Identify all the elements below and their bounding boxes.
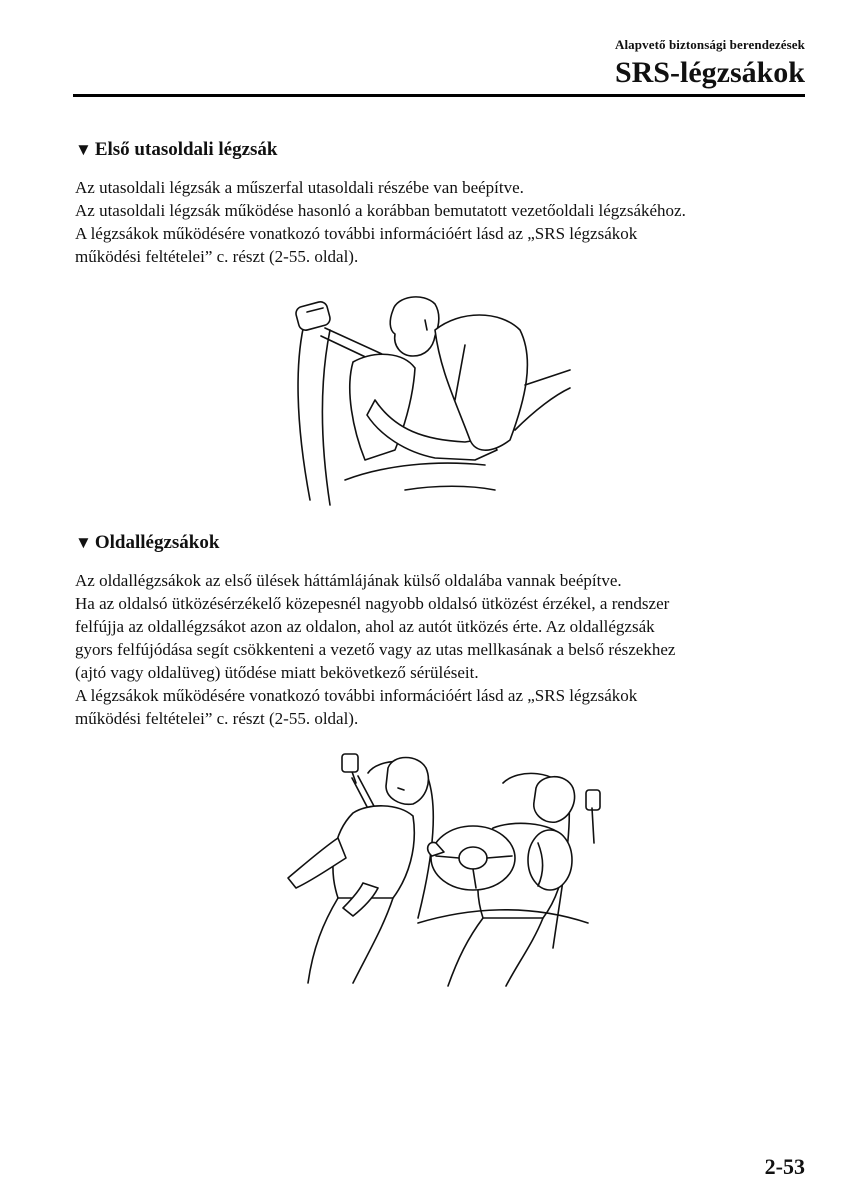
page-title: SRS-légzsákok: [614, 56, 805, 89]
passenger-airbag-illustration: [285, 290, 575, 515]
paragraph-line: (ajtó vagy oldalüveg) ütődése miatt bekövetkező sérüléseit.: [75, 663, 479, 682]
paragraph-side-airbags: [75, 569, 815, 730]
section-heading-text: Első utasoldali légzsák: [94, 139, 278, 160]
passenger-airbag-drawing: [285, 290, 575, 510]
paragraph-line: A légzsákok működésére vonatkozó további információért lásd az „SRS légzsákok: [75, 224, 638, 243]
paragraph-line: gyors felfújódása segít csökkenteni a vezető vagy az utas mellkasának a belső részekhez: [75, 640, 676, 659]
header-section-label: Alapvető biztonsági berendezések: [614, 37, 805, 52]
paragraph-line: működési feltételei” c. részt (2-55. oldal).: [75, 247, 359, 266]
side-airbag-illustration: [268, 748, 613, 993]
paragraph-line: Az utasoldali légzsák működése hasonló a korábban bemutatott vezetőoldali légzsákéhoz.: [75, 201, 686, 220]
triangle-marker-icon: ▼: [75, 140, 92, 159]
paragraph-line: Az utasoldali légzsák a műszerfal utasoldali részébe van beépítve.: [75, 178, 524, 197]
section-heading-text: Oldallégzsákok: [94, 532, 220, 553]
side-airbag-drawing: [268, 748, 613, 988]
section-heading-side-airbags: [75, 532, 219, 554]
paragraph-line: A légzsákok működésére vonatkozó további információért lásd az „SRS légzsákok: [75, 686, 638, 705]
triangle-marker-icon: ▼: [75, 533, 92, 552]
paragraph-passenger-airbag: [75, 176, 815, 268]
paragraph-line: működési feltételei” c. részt (2-55. oldal).: [75, 709, 359, 728]
page-number: 2-53: [764, 1154, 805, 1179]
paragraph-line: felfújja az oldallégzsákot azon az oldalon, ahol az autót ütközés érte. Az oldallégzsák: [75, 617, 655, 636]
header-divider: [73, 94, 805, 97]
paragraph-line: Az oldallégzsákok az első ülések háttámlájának külső oldalába vannak beépítve.: [75, 571, 622, 590]
section-heading-passenger-airbag: [75, 139, 277, 161]
paragraph-line: Ha az oldalsó ütközésérzékelő közepesnél nagyobb oldalsó ütközést érzékel, a rendszer: [75, 594, 670, 613]
